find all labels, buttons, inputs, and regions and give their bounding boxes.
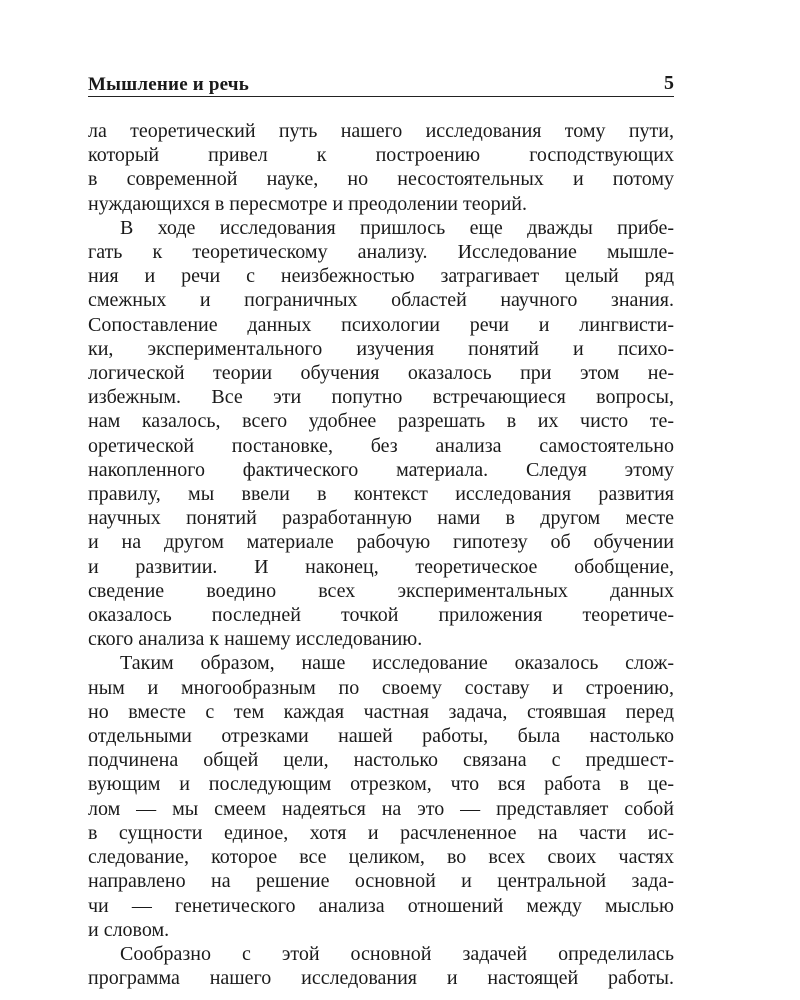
text-line: накопленного фактического материала. Следуя этому [88,458,674,481]
text-line: ным и многообразным по своему составу и строению, [88,676,674,699]
text-line: программа нашего исследования и настоящей работы. [88,967,674,990]
text-line: отдельными отрезками нашей работы, была настолько [88,725,674,748]
text-line: оретической постановке, без анализа самостоятельно [88,434,674,457]
text-line: смежных и пограничных областей научного знания. [88,289,674,312]
text-line: ки, экспериментального изучения понятий и психо- [88,337,674,360]
text-line: который привел к построению господствующих [88,144,674,167]
text-line: ния и речи с неизбежностью затрагивает целый ряд [88,265,674,288]
text-line: вующим и последующим отрезком, что вся работа в це- [88,773,674,796]
text-line: но вместе с тем каждая частная задача, стоявшая перед [88,700,674,723]
book-page [88,60,674,990]
text-line: Сопоставление данных психологии речи и лингвисти- [88,313,674,336]
running-header [88,60,674,97]
text-line: сведение воедино всех экспериментальных данных [88,579,674,602]
text-line: Сообразно с этой основной задачей определилась [120,942,674,965]
paragraph [88,119,674,216]
text-line: нуждающихся в пересмотре и преодолении теорий. [88,192,527,215]
text-line: Таким образом, наше исследование оказалось слож- [120,652,674,675]
text-line: и на другом материале рабочую гипотезу об обучении [88,531,674,554]
text-line: ского анализа к нашему исследованию. [88,628,423,651]
text-line: подчинена общей цели, настолько связана с предшест- [88,749,674,772]
running-title: Мышление и речь [88,74,249,95]
body-text [88,119,674,990]
text-line: и развитии. И наконец, теоретическое обобщение, [88,555,674,578]
text-line: гать к теоретическому анализу. Исследование мышле- [88,241,674,264]
text-line: в сущности единое, хотя и расчлененное на части ис- [88,821,674,844]
text-line: и словом. [88,918,170,941]
text-line: в современной науке, но несостоятельных и потому [88,168,674,191]
text-line: научных понятий разработанную нами в другом месте [88,507,674,530]
page-number: 5 [664,72,674,94]
text-line: правилу, мы ввели в контекст исследования развития [88,483,674,506]
paragraph [88,216,674,652]
text-line: чи — генетического анализа отношений между мыслью [88,894,674,917]
text-line: нам казалось, всего удобнее разрешать в их чисто те- [88,410,674,433]
text-line: логической теории обучения оказалось при этом не- [88,362,674,385]
text-line: следование, которое все целиком, во всех своих частях [88,846,674,869]
text-line: направлено на решение основной и центральной зада- [88,870,674,893]
text-line: лом — мы смеем надеяться на это — представляет собой [88,797,674,820]
paragraph [88,651,674,941]
paragraph [88,942,674,990]
text-line: ла теоретический путь нашего исследования тому пути, [88,120,674,142]
text-line: оказалось последней точкой приложения теоретиче- [88,604,674,627]
text-line: В ходе исследования пришлось еще дважды прибе- [120,216,674,239]
text-line: избежным. Все эти попутно встречающиеся вопросы, [88,386,674,409]
